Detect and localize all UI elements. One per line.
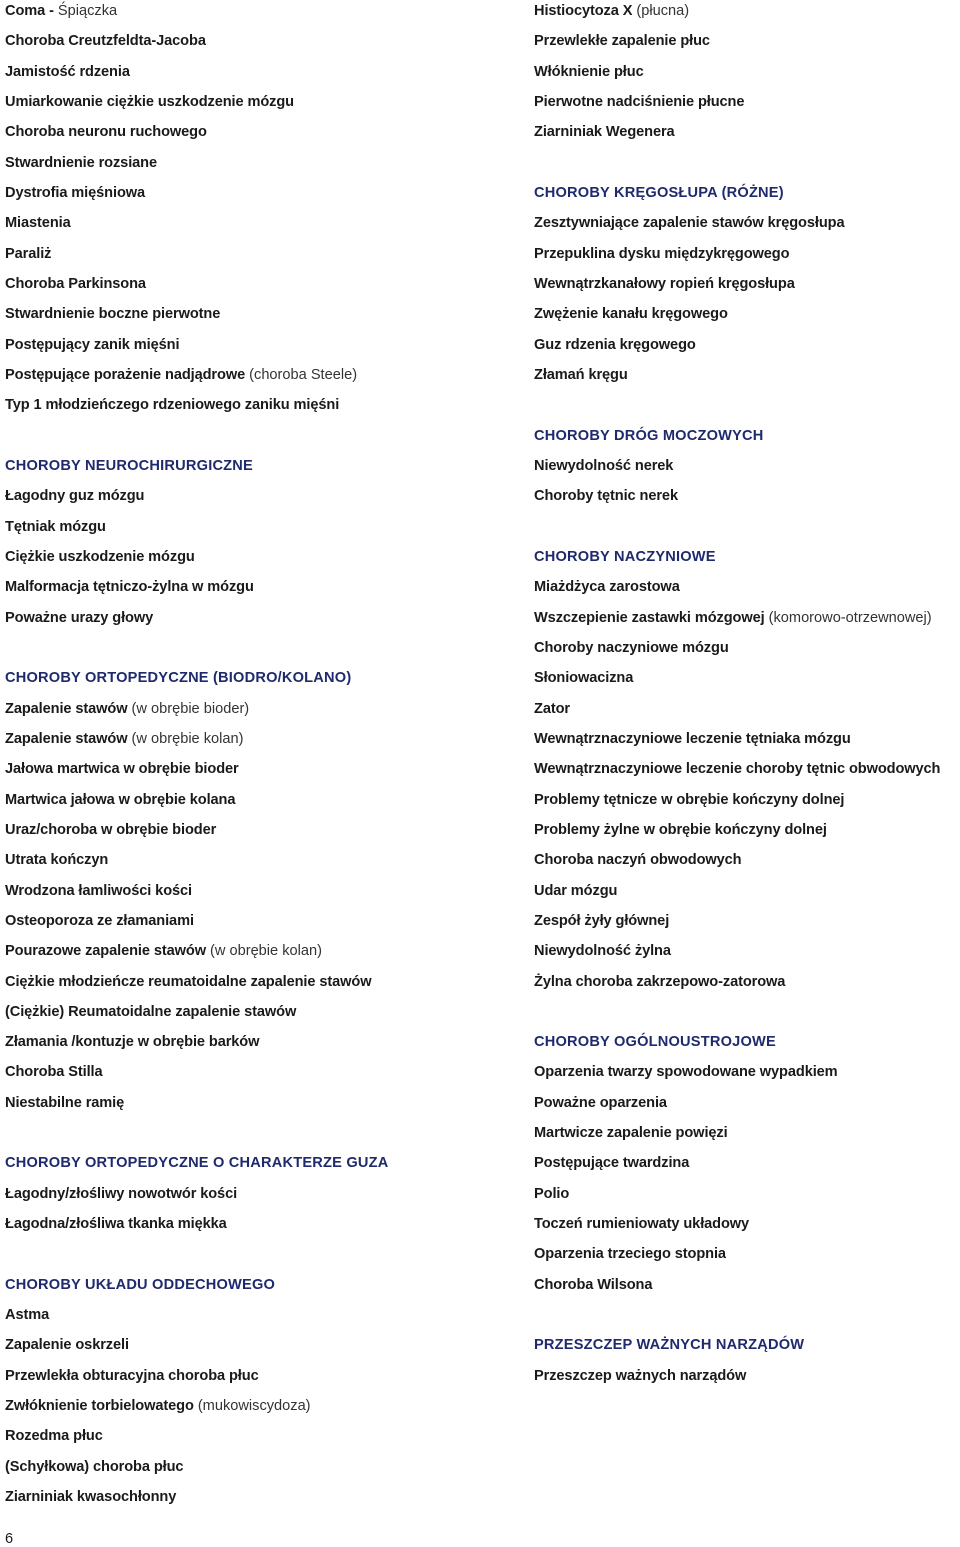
condition-item: [5, 1184, 525, 1214]
condition-name: Polio: [534, 1185, 570, 1202]
condition-item: [5, 153, 525, 183]
condition-item: [5, 395, 525, 425]
condition-item: [534, 62, 960, 92]
condition-name: Poważne oparzenia: [534, 1094, 667, 1111]
condition-item: [534, 1184, 960, 1214]
condition-name: Jamistość rdzenia: [5, 63, 130, 80]
section-heading-text: PRZESZCZEP WAŻNYCH NARZĄDÓW: [534, 1337, 805, 1354]
condition-name: Choroba Parkinsona: [5, 275, 146, 292]
condition-name: Wrodzona łamliwości kości: [5, 882, 192, 899]
condition-name: Łagodny guz mózgu: [5, 488, 145, 505]
section-gap: [5, 426, 525, 456]
condition-name: Choroba Wilsona: [534, 1276, 653, 1293]
section-heading-text: CHOROBY ORTOPEDYCZNE O CHARAKTERZE GUZA: [5, 1155, 389, 1172]
condition-item: [5, 1335, 525, 1365]
condition-name: Zwłóknienie torbielowatego: [5, 1398, 194, 1415]
condition-item: [534, 1093, 960, 1123]
condition-name: Jałowa martwica w obrębie bioder: [5, 761, 239, 778]
condition-name: Coma -: [5, 3, 54, 19]
section-gap: [534, 1305, 960, 1335]
section-heading: [5, 1153, 525, 1183]
condition-item: [534, 1244, 960, 1274]
condition-name: Wewnątrznaczyniowe leczenie choroby tętnic obwodowych: [534, 761, 941, 778]
section-heading-text: CHOROBY OGÓLNOUSTROJOWE: [534, 1034, 776, 1051]
condition-item: [5, 92, 525, 122]
condition-item: [534, 456, 960, 486]
condition-name: Miażdżyca zarostowa: [534, 579, 680, 596]
condition-name: Utrata kończyn: [5, 852, 109, 869]
condition-name: Zapalenie stawów: [5, 700, 128, 717]
condition-item: [5, 31, 525, 61]
condition-note: (komorowo-otrzewnowej): [764, 609, 932, 626]
condition-item: [5, 759, 525, 789]
condition-item: [5, 1214, 525, 1244]
section-heading: [534, 1032, 960, 1062]
condition-name: Histiocytoza X: [534, 3, 633, 19]
condition-item: [5, 881, 525, 911]
condition-item: [534, 820, 960, 850]
condition-name: Problemy żylne w obrębie kończyny dolnej: [534, 821, 827, 838]
section-heading: [534, 426, 960, 456]
condition-item: [534, 274, 960, 304]
condition-item: [5, 517, 525, 547]
condition-name: Ziarniniak Wegenera: [534, 124, 675, 141]
condition-name: Choroby naczyniowe mózgu: [534, 639, 729, 656]
condition-name: Ciężkie uszkodzenie mózgu: [5, 548, 195, 565]
condition-name: Przewlekła obturacyjna choroba płuc: [5, 1367, 259, 1384]
condition-name: Astma: [5, 1307, 50, 1324]
condition-item: [534, 850, 960, 880]
section-gap: [534, 153, 960, 183]
condition-item: [534, 1275, 960, 1305]
condition-name: Oparzenia trzeciego stopnia: [534, 1246, 726, 1263]
section-gap: [534, 517, 960, 547]
condition-name: (Ciężkie) Reumatoidalne zapalenie stawów: [5, 1003, 297, 1020]
condition-name: Pierwotne nadciśnienie płucne: [534, 93, 745, 110]
condition-name: Złamań kręgu: [534, 366, 628, 383]
condition-name: Ciężkie młodzieńcze reumatoidalne zapalenie stawów: [5, 973, 372, 990]
section-heading-text: CHOROBY NACZYNIOWE: [534, 548, 716, 565]
condition-item: [534, 759, 960, 789]
section-heading-text: CHOROBY NEUROCHIRURGICZNE: [5, 457, 253, 474]
section-heading: [534, 183, 960, 213]
condition-item: [534, 92, 960, 122]
condition-name: Oparzenia twarzy spowodowane wypadkiem: [534, 1064, 838, 1081]
condition-item: [5, 608, 525, 638]
condition-name: Postępujący zanik mięśni: [5, 336, 180, 353]
condition-name: Rozedma płuc: [5, 1428, 103, 1445]
condition-item: [534, 213, 960, 243]
condition-note: (płucna): [632, 3, 690, 19]
condition-item: [5, 62, 525, 92]
section-heading-text: CHOROBY DRÓG MOCZOWYCH: [534, 427, 764, 444]
condition-name: Martwica jałowa w obrębie kolana: [5, 791, 236, 808]
condition-name: Poważne urazy głowy: [5, 609, 154, 626]
section-heading: [5, 456, 525, 486]
condition-item: [5, 274, 525, 304]
condition-item: [5, 790, 525, 820]
condition-item: [534, 941, 960, 971]
condition-name: Malformacja tętniczo-żylna w mózgu: [5, 579, 254, 596]
condition-item: [534, 335, 960, 365]
condition-name: Zwężenie kanału kręgowego: [534, 306, 728, 323]
condition-name: Choroba Stilla: [5, 1064, 103, 1081]
section-gap: [534, 395, 960, 425]
left-column: [5, 0, 525, 1517]
condition-item: [534, 304, 960, 334]
condition-name: Wewnątrzkanałowy ropień kręgosłupa: [534, 275, 795, 292]
condition-name: Złamania /kontuzje w obrębie barków: [5, 1034, 260, 1051]
condition-item: [534, 1153, 960, 1183]
condition-name: Łagodna/złośliwa tkanka miękka: [5, 1216, 227, 1233]
condition-item: [5, 547, 525, 577]
condition-name: (Schyłkowa) choroba płuc: [5, 1458, 184, 1475]
condition-item: [5, 122, 525, 152]
section-heading-text: CHOROBY UKŁADU ODDECHOWEGO: [5, 1276, 276, 1293]
condition-item: [5, 335, 525, 365]
condition-item: [534, 729, 960, 759]
section-gap: [5, 638, 525, 668]
condition-name: Problemy tętnicze w obrębie kończyny dolnej: [534, 791, 845, 808]
condition-name: Wewnątrznaczyniowe leczenie tętniaka mózgu: [534, 730, 851, 747]
condition-item: [5, 850, 525, 880]
condition-item: [5, 1062, 525, 1092]
condition-name: Udar mózgu: [534, 882, 618, 899]
condition-name: Choroba neuronu ruchowego: [5, 124, 207, 141]
condition-name: Ziarniniak kwasochłonny: [5, 1489, 177, 1506]
section-heading: [534, 547, 960, 577]
condition-name: Zapalenie oskrzeli: [5, 1337, 129, 1354]
condition-item: [534, 31, 960, 61]
condition-name: Martwicze zapalenie powięzi: [534, 1125, 728, 1142]
condition-item: [5, 1396, 525, 1426]
condition-note: (w obrębie kolan): [127, 730, 244, 747]
condition-name: Przepuklina dysku międzykręgowego: [534, 245, 790, 262]
condition-note: (mukowiscydoza): [193, 1398, 311, 1415]
condition-name: Postępujące porażenie nadjądrowe: [5, 366, 246, 383]
condition-name: Toczeń rumieniowaty układowy: [534, 1216, 750, 1233]
condition-item: [5, 1305, 525, 1335]
condition-item: [5, 820, 525, 850]
condition-item: [534, 638, 960, 668]
condition-item: [5, 699, 525, 729]
condition-name: Słoniowacizna: [534, 670, 634, 687]
condition-name: Typ 1 młodzieńczego rdzeniowego zaniku mięśni: [5, 397, 340, 414]
condition-item: [5, 486, 525, 516]
section-heading-text: CHOROBY KRĘGOSŁUPA (RÓŻNE): [534, 184, 784, 201]
condition-item: [5, 1, 525, 31]
condition-name: Choroby tętnic nerek: [534, 488, 678, 505]
condition-item: [534, 1214, 960, 1244]
condition-name: Niestabilne ramię: [5, 1094, 125, 1111]
condition-note: Śpiączka: [53, 3, 118, 19]
condition-item: [5, 244, 525, 274]
condition-name: Guz rdzenia kręgowego: [534, 336, 696, 353]
condition-note: (w obrębie kolan): [205, 943, 322, 960]
condition-item: [534, 577, 960, 607]
condition-item: [5, 304, 525, 334]
condition-name: Niewydolność żylna: [534, 943, 671, 960]
condition-name: Osteoporoza ze złamaniami: [5, 912, 194, 929]
condition-item: [534, 608, 960, 638]
condition-name: Zespół żyły głównej: [534, 912, 670, 929]
condition-item: [5, 1487, 525, 1517]
section-gap: [5, 1123, 525, 1153]
condition-item: [534, 122, 960, 152]
condition-item: [534, 790, 960, 820]
condition-note: (choroba Steele): [245, 366, 358, 383]
section-heading: [534, 1335, 960, 1365]
condition-name: Choroba Creutzfeldta-Jacoba: [5, 33, 206, 50]
condition-name: Tętniak mózgu: [5, 518, 106, 535]
condition-item: [5, 1032, 525, 1062]
condition-item: [534, 1123, 960, 1153]
condition-item: [534, 972, 960, 1002]
condition-name: Włóknienie płuc: [534, 63, 644, 80]
condition-name: Umiarkowanie ciężkie uszkodzenie mózgu: [5, 93, 294, 110]
condition-item: [5, 183, 525, 213]
condition-item: [534, 881, 960, 911]
condition-item: [5, 577, 525, 607]
condition-item: [534, 244, 960, 274]
condition-item: [5, 1093, 525, 1123]
condition-item: [5, 1366, 525, 1396]
condition-name: Dystrofia mięśniowa: [5, 184, 146, 201]
condition-name: Stwardnienie rozsiane: [5, 154, 157, 171]
section-heading: [5, 1275, 525, 1305]
condition-note: (w obrębie bioder): [127, 700, 250, 717]
condition-name: Uraz/choroba w obrębie bioder: [5, 821, 217, 838]
condition-name: Stwardnienie boczne pierwotne: [5, 306, 221, 323]
condition-item: [534, 1062, 960, 1092]
section-gap: [534, 1002, 960, 1032]
condition-name: Postępujące twardzina: [534, 1155, 690, 1172]
condition-item: [5, 1457, 525, 1487]
condition-name: Przewlekłe zapalenie płuc: [534, 33, 710, 50]
section-heading: [5, 668, 525, 698]
condition-item: [5, 911, 525, 941]
condition-item: [534, 1366, 960, 1396]
condition-item: [5, 941, 525, 971]
condition-item: [534, 486, 960, 516]
condition-item: [5, 213, 525, 243]
condition-item: [534, 699, 960, 729]
condition-name: Pourazowe zapalenie stawów: [5, 943, 206, 960]
condition-item: [534, 911, 960, 941]
page-number: 6: [5, 1531, 14, 1547]
condition-name: Zator: [534, 700, 570, 717]
condition-name: Zapalenie stawów: [5, 730, 128, 747]
condition-item: [5, 365, 525, 395]
section-heading-text: CHOROBY ORTOPEDYCZNE (BIODRO/KOLANO): [5, 670, 352, 687]
condition-item: [5, 1002, 525, 1032]
condition-name: Żylna choroba zakrzepowo-zatorowa: [534, 973, 786, 990]
condition-name: Wszczepienie zastawki mózgowej: [534, 609, 765, 626]
condition-name: Choroba naczyń obwodowych: [534, 852, 742, 869]
condition-name: Zesztywniające zapalenie stawów kręgosłupa: [534, 215, 845, 232]
right-column: [534, 0, 960, 1396]
condition-item: [534, 1, 960, 31]
condition-name: Przeszczep ważnych narządów: [534, 1367, 747, 1384]
condition-name: Niewydolność nerek: [534, 457, 674, 474]
condition-item: [534, 365, 960, 395]
condition-name: Łagodny/złośliwy nowotwór kości: [5, 1185, 238, 1202]
condition-name: Miastenia: [5, 215, 71, 232]
condition-item: [534, 668, 960, 698]
section-gap: [5, 1244, 525, 1274]
condition-item: [5, 1426, 525, 1456]
condition-item: [5, 729, 525, 759]
condition-name: Paraliż: [5, 245, 52, 262]
condition-item: [5, 972, 525, 1002]
